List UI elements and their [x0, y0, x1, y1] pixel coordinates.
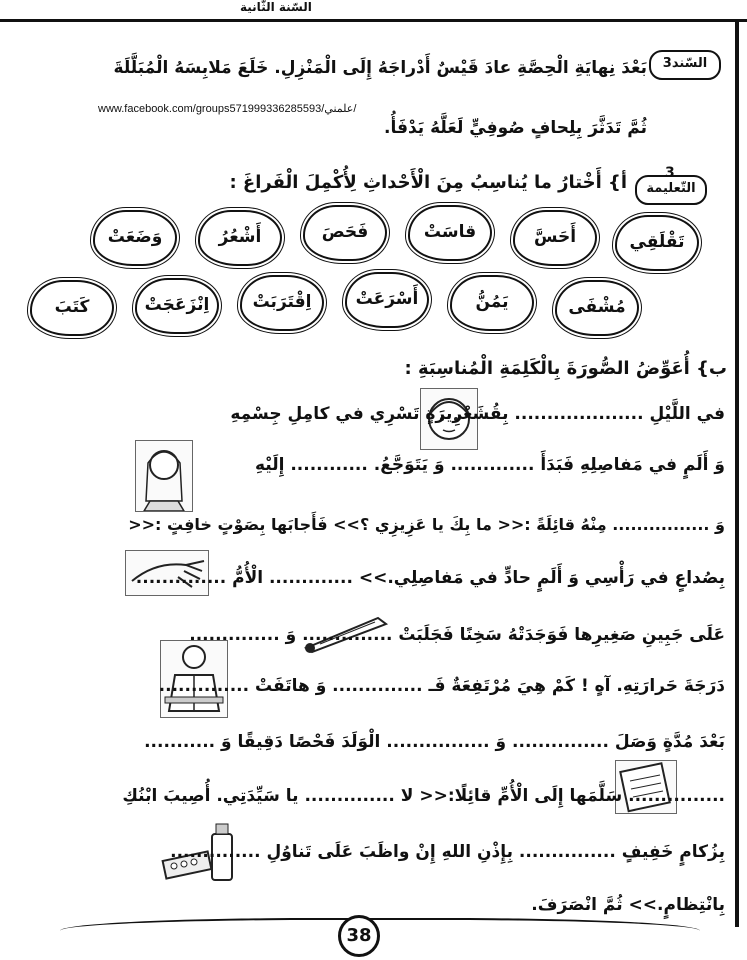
word-cloud: أَشْعُرُ: [198, 210, 282, 266]
bottom-frame: [60, 918, 700, 950]
exercise-line-1: في اللَّيْلِ .................... بِقُشَعْرِيرَةٍ تَسْرِي في كامِلِ جِسْمِهِ: [230, 404, 725, 424]
exercise-line-5: عَلَى جَبِينِ صَغِيرِها فَوَجَدَتْهُ سَخِنًا فَجَلَبَتْ .............. وَ ..............: [189, 625, 725, 645]
exercise-line-2: وَ أَلَمٍ في مَفاصِلِهِ فَبَدَأَ ............. وَ يَتَوَجَّعُ. ............ إِلَيْهِ: [254, 455, 725, 475]
source-badge-label: السّند: [671, 56, 708, 71]
word-cloud: يَمُنُّ: [450, 275, 534, 331]
word-cloud: فَحَصَ: [303, 205, 387, 261]
instruction-part-b: ب} أُعَوِّضُ الصُّورَةَ بِالْكَلِمَةِ الْمُناسِبَةِ :: [404, 358, 727, 379]
source-url: www.facebook.com/groups571999336285593/علمني/: [98, 103, 357, 115]
exercise-line-4: بِصُداعٍ في رَأْسِي وَ أَلَمٍ حادٍّ في مَفاصِلِي.>> ............. الْأُمُّ ..............: [135, 568, 725, 588]
instruction-badge-number: 3: [665, 165, 675, 181]
instruction-part-a: أ} أَخْتارُ ما يُناسِبُ مِنَ الْأَحْداثِ لِأُكْمِلَ الْفَراغَ :: [229, 172, 627, 193]
exercise-line-8: ............... سَلَّمَها إِلَى الْأُمِّ قائِلًا:<< لا .............. يا سَيِّدَتِي. أُصِيبَ ابْنُكِ: [122, 786, 725, 806]
right-frame: [735, 22, 739, 927]
word-cloud: اِقْتَرَبَتْ: [240, 275, 324, 331]
top-frame: [0, 0, 747, 22]
exercise-line-7: بَعْدَ مُدَّةٍ وَصَلَ ............... وَ ................ الْوَلَدَ فَحْصًا دَقِيقًا وَ ...........: [144, 732, 725, 752]
word-cloud: مُشْفَى: [555, 280, 639, 336]
exercise-line-6: دَرَجَةَ حَرارَتِهِ. آهٍ ! كَمْ هِيَ مُرْتَفِعَةٌ فَـ .............. وَ هاتَفَتْ ..............: [158, 676, 725, 696]
exercise-line-10: بِانْتِظامٍ.>> ثُمَّ انْصَرَفَ.: [531, 895, 725, 915]
page-number: 38: [338, 915, 380, 957]
word-cloud: أَحَسَّ: [513, 210, 597, 266]
word-cloud: اِنْزَعَجَتْ: [135, 278, 219, 334]
word-cloud: قاسَتْ: [408, 205, 492, 261]
source-badge: [649, 50, 721, 80]
grade-label: السّنة الثّانية: [240, 0, 312, 14]
instruction-badge-label: التّعليمة: [646, 181, 696, 196]
exercise-line-3: وَ ................ مِنْهُ قائِلَةً :<< ما بِكَ يا عَزِيزِي ؟>> فَأَجابَها بِصَوْتٍ خافِتٍ :<<: [128, 515, 725, 534]
source-line-2: ثُمَّ تَدَثَّرَ بِلِحافٍ صُوفِيٍّ لَعَلَّهُ يَدْفَأُ.: [384, 118, 647, 138]
word-cloud: وَضَعَتْ: [93, 210, 177, 266]
source-badge-number: 3: [662, 56, 672, 71]
word-cloud: كَتَبَ: [30, 280, 114, 336]
word-cloud: تَقْلَقِي: [615, 215, 699, 271]
word-cloud: أَسْرَعَتْ: [345, 272, 429, 328]
sick-girl-picture: [135, 440, 193, 512]
source-line-1: بَعْدَ نِهايَةِ الْحِصَّةِ عادَ قَيْسٌ أَدْراجَهُ إِلَى الْمَنْزِلِ. خَلَعَ مَلابِسَهُ الْمُبَلَّلَةَ: [113, 58, 647, 78]
instruction-badge: [635, 165, 707, 205]
exercise-line-9: بِزُكامٍ خَفِيفٍ ............... بِإِذْنِ اللهِ إِنْ واظَبَ عَلَى تَناوُلِ ..............: [170, 842, 725, 862]
